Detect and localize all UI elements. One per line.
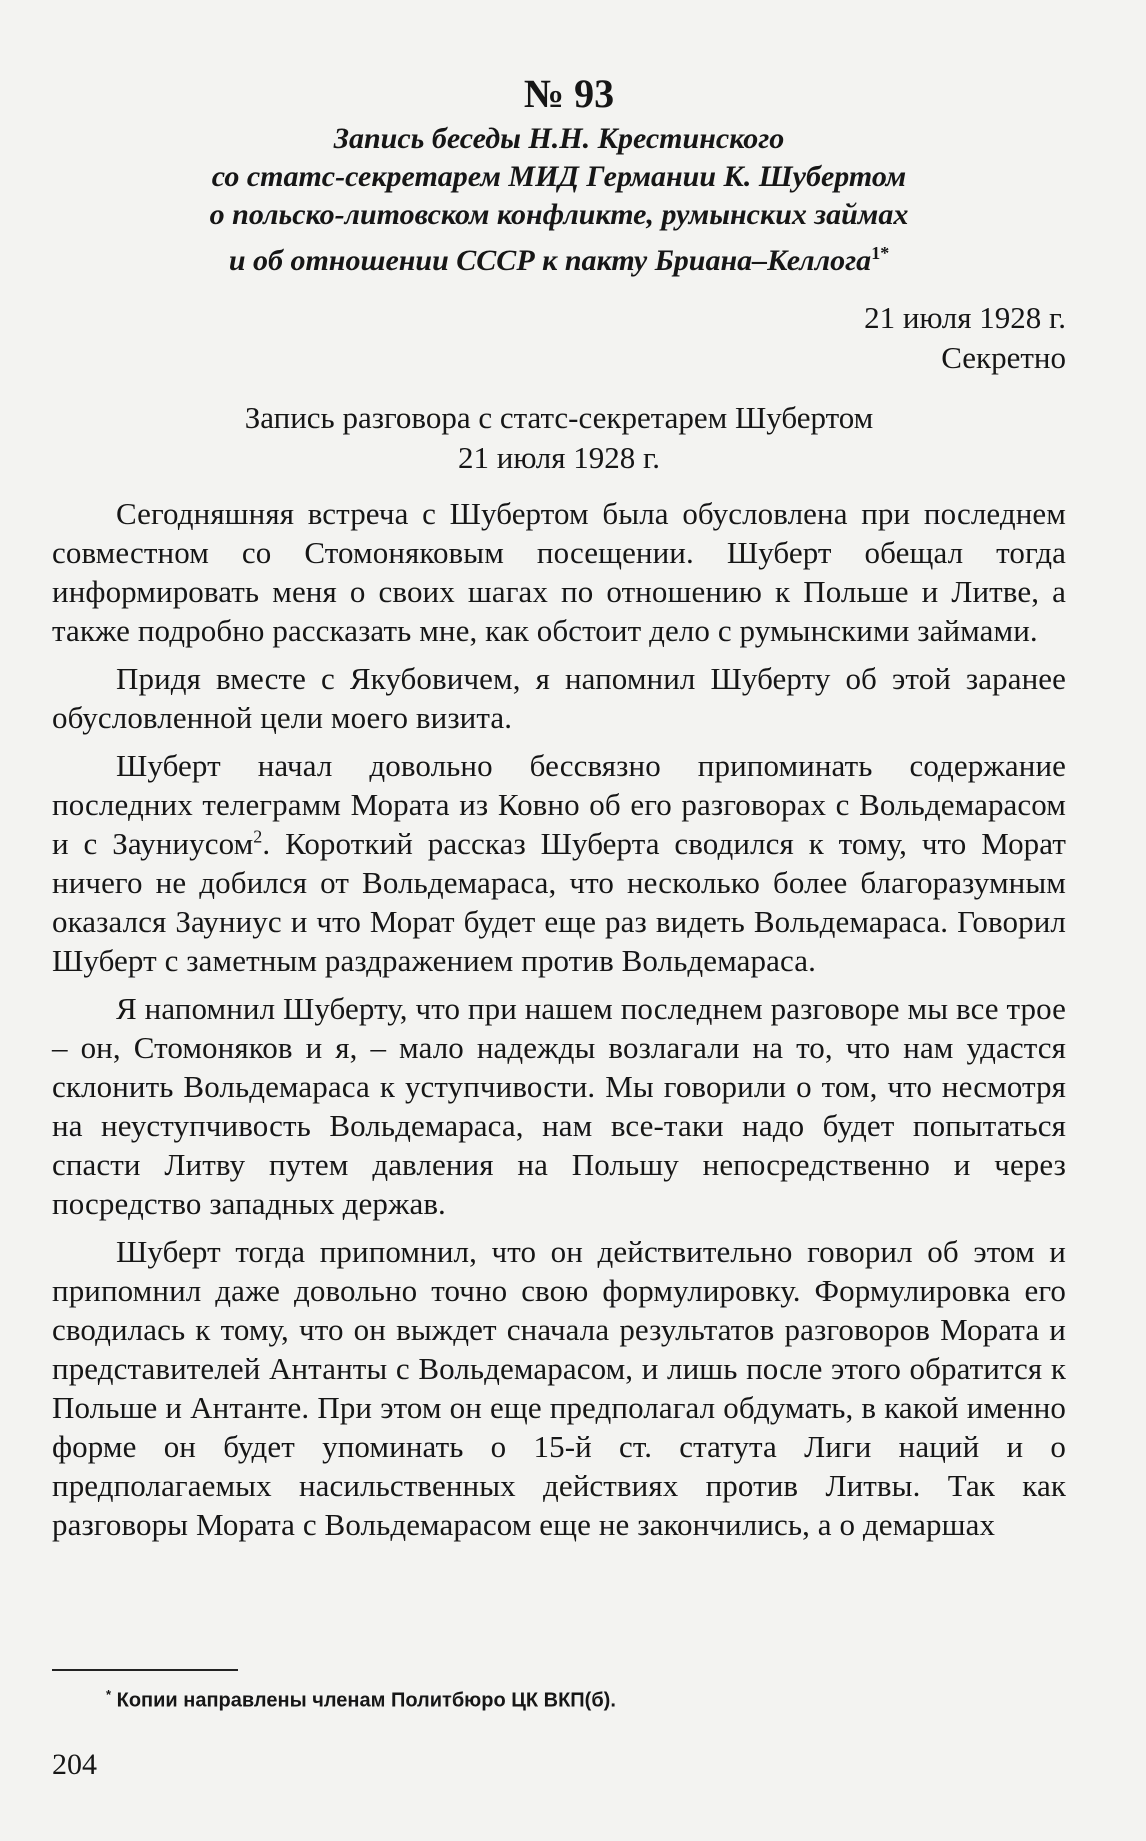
paragraph: Шуберт тогда припомнил, что он действительно говорил об этом и припомнил даже довольно точно свою формулировку. Формулировка его сводилась к тому, что он выждет сначала результатов разговоров Мората и представителей Антанты с Вольдемарасом, и лишь после этого обратится к Польше и Антанте. При этом он еще предполагал обдумать, в какой именно форме он будет упоминать о 15-й ст. статута Лиги наций и о предполагаемых насильственных действиях против Литвы. Так как разговоры Мората с Вольдемарасом еще не закончились, а о демаршах: [52, 1234, 1066, 1542]
title-line: о польско-литовском конфликте, румынских займах: [209, 198, 909, 231]
paragraph: Придя вместе с Якубовичем, я напомнил Шуберту об этой заранее обусловленной цели моего визита.: [52, 661, 1066, 735]
document-meta: [52, 298, 1066, 378]
title-line: Запись беседы Н.Н. Крестинского: [333, 122, 785, 155]
classification-label: Секретно: [941, 340, 1066, 375]
document-title: [52, 120, 1066, 280]
title-line: [52, 234, 1066, 280]
record-date: 21 июля 1928 г.: [458, 440, 660, 475]
document-number: № 93: [523, 71, 615, 116]
paragraph: Я напомнил Шуберту, что при нашем последнем разговоре мы все трое – он, Стомоняков и я, – мало надежды возлагали на то, что нам удастся склонить Вольдемараса к уступчивости. Мы говорили о том, что несмотря на неуступчивость Вольдемараса, нам все-таки надо будет попытаться спасти Литву путем давления на Польшу непосредственно и через посредство западных держав.: [52, 991, 1066, 1221]
paragraph: [52, 746, 1066, 980]
title-line: со статс-секретарем МИД Германии К. Шубертом: [211, 160, 907, 193]
page-number: 204: [52, 1748, 97, 1781]
title-line-text: и об отношении СССР к пакту Бриана–Келлога: [228, 244, 872, 277]
title-footnote-mark: 1*: [871, 243, 890, 263]
paragraph-text: Шуберт начал довольно бессвязно припоминать содержание последних телеграмм Мората из Ковно об его разговорах с Вольдемарасом и с Зауниусом: [52, 748, 1066, 861]
footnote-divider: [52, 1669, 238, 1671]
paragraph: Сегодняшняя встреча с Шубертом была обусловлена при последнем совместном со Стомоняковым посещении. Шуберт обещал тогда информировать меня о своих шагах по отношению к Польше и Литве, а также подробно рассказать мне, как обстоит дело с румынскими займами.: [52, 496, 1066, 648]
footnote: [106, 1683, 616, 1713]
record-heading: Запись разговора с статс-секретарем Шубертом: [244, 400, 874, 435]
footnote-mark: 2: [253, 826, 263, 847]
paragraph-text: . Короткий рассказ Шуберта сводился к тому, что Морат ничего не добился от Вольдемараса, что несколько более благоразумным оказался Зауниус и что Морат будет еще раз видеть Вольдемараса. Говорил Шуберт с заметным раздражением против Вольдемараса.: [52, 826, 1066, 978]
footnote-text: Копии направлены членам Политбюро ЦК ВКП(б).: [116, 1689, 616, 1712]
document-date: 21 июля 1928 г.: [864, 300, 1066, 335]
record-heading-block: [52, 398, 1066, 478]
footnote-asterisk: *: [106, 1687, 112, 1702]
